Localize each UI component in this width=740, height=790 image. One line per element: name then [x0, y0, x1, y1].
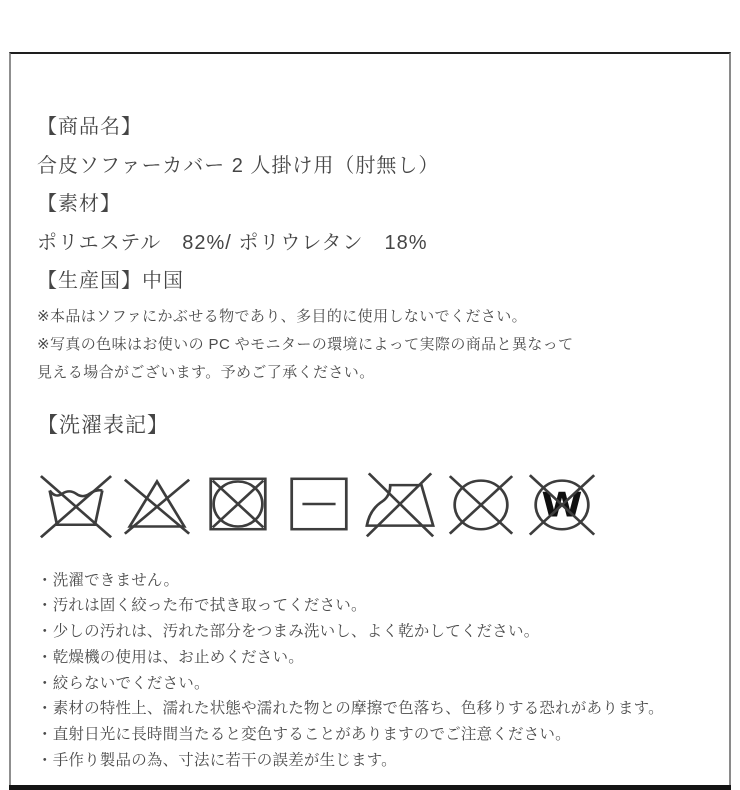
care-label-heading: 【洗濯表記】	[37, 413, 169, 437]
note-line: 見える場合がございます。予めご了承ください。	[37, 363, 375, 381]
note-line: ※写真の色味はお使いの PC やモニターの環境によって実際の商品と異なって	[37, 335, 574, 353]
bordered-panel	[9, 52, 731, 790]
svg-text:W: W	[541, 485, 583, 525]
material-heading: 【素材】	[37, 193, 121, 215]
do-not-bleach-icon	[118, 468, 196, 540]
do-not-wash-icon	[37, 468, 115, 540]
care-instruction: ・絞らないでください。	[37, 674, 210, 692]
care-instruction: ・乾燥機の使用は、お止めください。	[37, 648, 304, 666]
note-line: ※本品はソファにかぶせる物であり、多目的に使用しないでください。	[37, 307, 528, 325]
care-instruction: ・手作り製品の為、寸法に若干の誤差が生じます。	[37, 752, 397, 770]
care-instruction: ・洗濯できません。	[37, 571, 180, 589]
material-value: ポリエステル 82%/ ポリウレタン 18%	[37, 231, 428, 254]
do-not-wet-clean-icon	[523, 468, 601, 540]
origin-line: 【生産国】中国	[37, 270, 184, 292]
care-instruction: ・素材の特性上、濡れた状態や濡れた物との摩擦で色落ち、色移りする恐れがあります。	[37, 700, 664, 718]
care-instructions-list	[37, 568, 715, 774]
care-instruction: ・少しの汚れは、汚れた部分をつまみ洗いし、よく乾かしてください。	[37, 623, 540, 641]
disclaimer-notes	[37, 303, 715, 387]
do-not-iron-icon	[361, 468, 439, 540]
care-symbols-row	[37, 468, 715, 540]
bottom-border-bar	[9, 785, 731, 790]
care-instruction: ・汚れは固く絞った布で拭き取ってください。	[37, 597, 367, 615]
product-name: 合皮ソファーカバー 2 人掛け用（肘無し）	[37, 154, 440, 177]
dry-flat-icon	[280, 468, 358, 540]
care-instruction: ・直射日光に長時間当たると変色することがありますのでご注意ください。	[37, 726, 571, 744]
content-area	[11, 54, 729, 774]
do-not-tumble-dry-icon	[199, 468, 277, 540]
do-not-dry-clean-icon	[442, 468, 520, 540]
product-name-heading: 【商品名】	[37, 116, 142, 138]
